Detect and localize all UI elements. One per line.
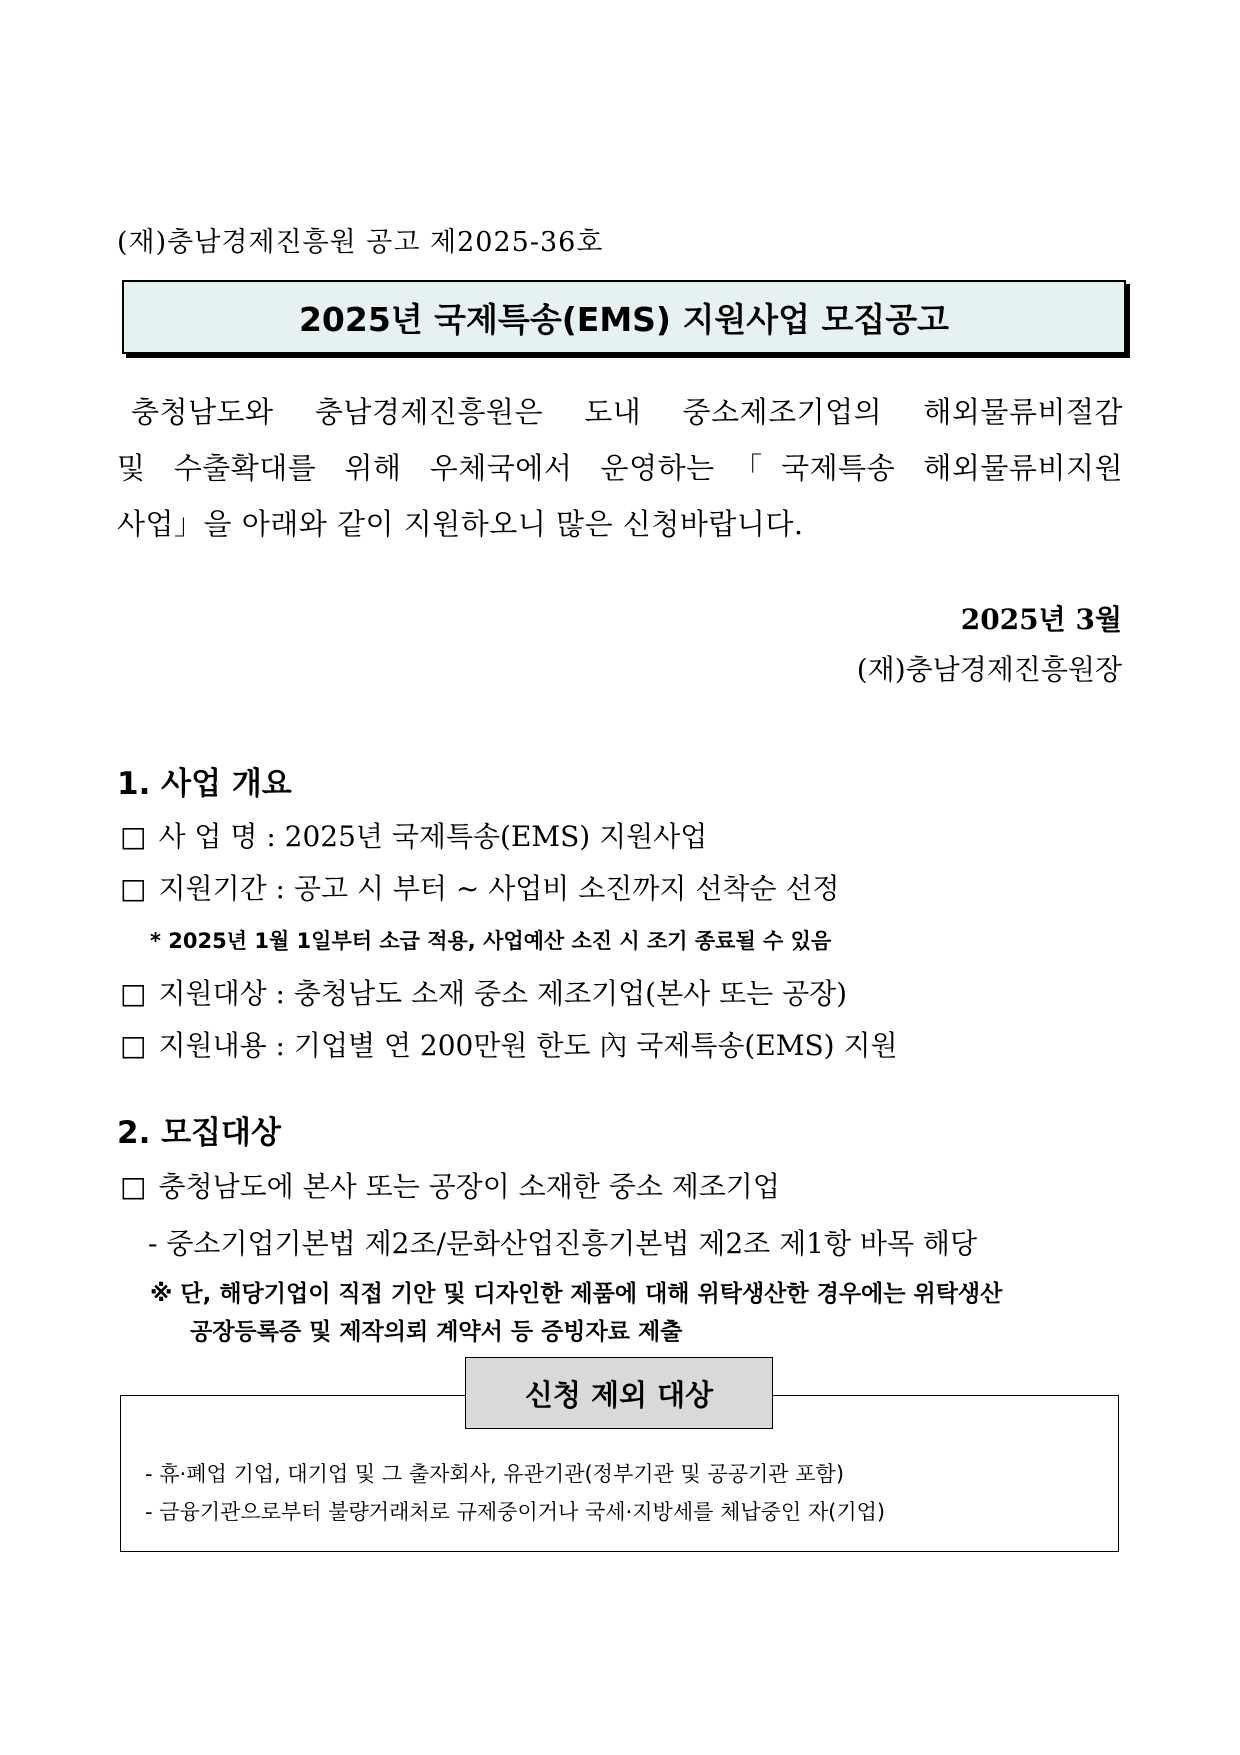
checkbox-bullet: □ <box>120 1029 147 1062</box>
checkbox-bullet: □ <box>120 977 147 1010</box>
intro-line-1: 충청남도와 충남경제진흥원은 도내 중소제조기업의 해외물류비절감 <box>131 395 1123 429</box>
section2-warning-line-2: 공장등록증 및 제작의뢰 계약서 등 증빙자료 제출 <box>190 1319 683 1345</box>
checkbox-bullet: □ <box>120 872 147 905</box>
item-text: 사 업 명 : 2025년 국제특송(EMS) 지원사업 <box>158 820 708 853</box>
checkbox-bullet: □ <box>120 820 147 853</box>
section2-item <box>120 1165 780 1205</box>
section2-sub-item: - 중소기업기본법 제2조/문화산업진흥기본법 제2조 제1항 바목 해당 <box>148 1227 977 1260</box>
exclusion-label: 신청 제외 대상 <box>465 1357 773 1429</box>
notice-number: (재)충남경제진흥원 공고 제2025-36호 <box>117 227 604 258</box>
section1-note: * 2025년 1월 1일부터 소급 적용, 사업예산 소진 시 조기 종료될 수 있음 <box>150 929 832 953</box>
section1-heading: 1. 사업 개요 <box>117 766 292 802</box>
item-text: 충청남도에 본사 또는 공장이 소재한 중소 제조기업 <box>158 1170 780 1203</box>
exclusion-item-1: - 휴·폐업 기업, 대기업 및 그 출자회사, 유관기관(정부기관 및 공공기관 포함) <box>145 1462 845 1486</box>
exclusion-item-2: - 금융기관으로부터 불량거래처로 규제중이거나 국세·지방세를 체납중인 자(기업) <box>145 1500 886 1524</box>
page-title: 2025년 국제특송(EMS) 지원사업 모집공고 <box>298 299 950 339</box>
intro-line-2: 및 수출확대를 위해 우체국에서 운영하는「국제특송 해외물류비지원 <box>117 451 1123 485</box>
section1-item-name <box>120 815 707 855</box>
section1-item-content <box>120 1024 898 1064</box>
notice-date: 2025년 3월 <box>960 603 1122 636</box>
section2-warning-line-1: ※ 단, 해당기업이 직접 기안 및 디자인한 제품에 대해 위탁생산한 경우에는 위탁생산 <box>150 1281 1003 1307</box>
title-box <box>122 280 1126 354</box>
intro-paragraph <box>117 384 1123 552</box>
organization-name: (재)충남경제진흥원장 <box>856 653 1122 686</box>
section1-item-period <box>120 867 839 907</box>
section1-item-target <box>120 972 847 1012</box>
checkbox-bullet: □ <box>120 1170 147 1203</box>
item-text: 지원기간 : 공고 시 부터 ~ 사업비 소진까지 선착순 선정 <box>158 872 840 905</box>
section2-heading: 2. 모집대상 <box>117 1115 281 1151</box>
item-text: 지원내용 : 기업별 연 200만원 한도 內 국제특송(EMS) 지원 <box>158 1029 898 1062</box>
item-text: 지원대상 : 충청남도 소재 중소 제조기업(본사 또는 공장) <box>158 977 848 1010</box>
intro-line-3: 사업」을 아래와 같이 지원하오니 많은 신청바랍니다. <box>117 507 804 541</box>
